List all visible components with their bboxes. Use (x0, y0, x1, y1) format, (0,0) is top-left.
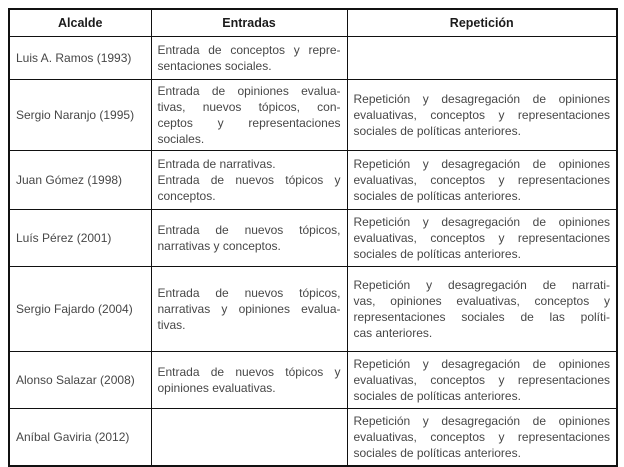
cell-alcalde: Luis A. Ramos (1993) (9, 37, 151, 80)
cell-alcalde: Luís Pérez (2001) (9, 210, 151, 267)
table-row (9, 267, 617, 352)
table-row (9, 352, 617, 409)
table-row (9, 409, 617, 467)
table-row (9, 210, 617, 267)
mayors-inputs-repetition-table (8, 8, 618, 467)
cell-repeticion: Repetición y desagregación de opiniones evaluativas, conceptos y representaciones sociales de políticas anteriores. (347, 80, 617, 151)
column-header-entradas: Entradas (151, 9, 347, 37)
cell-repeticion: Repetición y desagregación de opiniones evaluativas, conceptos y representaciones sociales de políticas anteriores. (347, 352, 617, 409)
cell-entradas: Entrada de opiniones evalua- tivas, nuevos tópicos, con- ceptos y representaciones sociales. (151, 80, 347, 151)
column-header-alcalde: Alcalde (9, 9, 151, 37)
cell-entradas (151, 409, 347, 467)
table-row (9, 80, 617, 151)
cell-repeticion: Repetición y desagregación de opiniones evaluativas, conceptos y representaciones sociales de políticas anteriores. (347, 409, 617, 467)
cell-alcalde: Juan Gómez (1998) (9, 151, 151, 210)
cell-alcalde: Alonso Salazar (2008) (9, 352, 151, 409)
cell-entradas: Entrada de nuevos tópicos, narrativas y opiniones evalua- tivas. (151, 267, 347, 352)
cell-repeticion: Repetición y desagregación de opiniones evaluativas, conceptos y representaciones sociales de políticas anteriores. (347, 151, 617, 210)
cell-alcalde: Aníbal Gaviria (2012) (9, 409, 151, 467)
cell-repeticion: Repetición y desagregación de narrati- vas, opiniones evaluativas, conceptos y representaciones sociales de las políti- cas anteriores. (347, 267, 617, 352)
cell-entradas: Entrada de nuevos tópicos, narrativas y conceptos. (151, 210, 347, 267)
table-row (9, 37, 617, 80)
cell-entradas: Entrada de nuevos tópicos y opiniones evaluativas. (151, 352, 347, 409)
cell-repeticion: Repetición y desagregación de opiniones evaluativas, conceptos y representaciones sociales de políticas anteriores. (347, 210, 617, 267)
cell-alcalde: Sergio Naranjo (1995) (9, 80, 151, 151)
cell-repeticion (347, 37, 617, 80)
column-header-repeticion: Repetición (347, 9, 617, 37)
cell-alcalde: Sergio Fajardo (2004) (9, 267, 151, 352)
cell-entradas: Entrada de conceptos y repre- sentaciones sociales. (151, 37, 347, 80)
table-row (9, 151, 617, 210)
cell-entradas: Entrada de narrativas. Entrada de nuevos tópicos y conceptos. (151, 151, 347, 210)
header-row (9, 9, 617, 37)
